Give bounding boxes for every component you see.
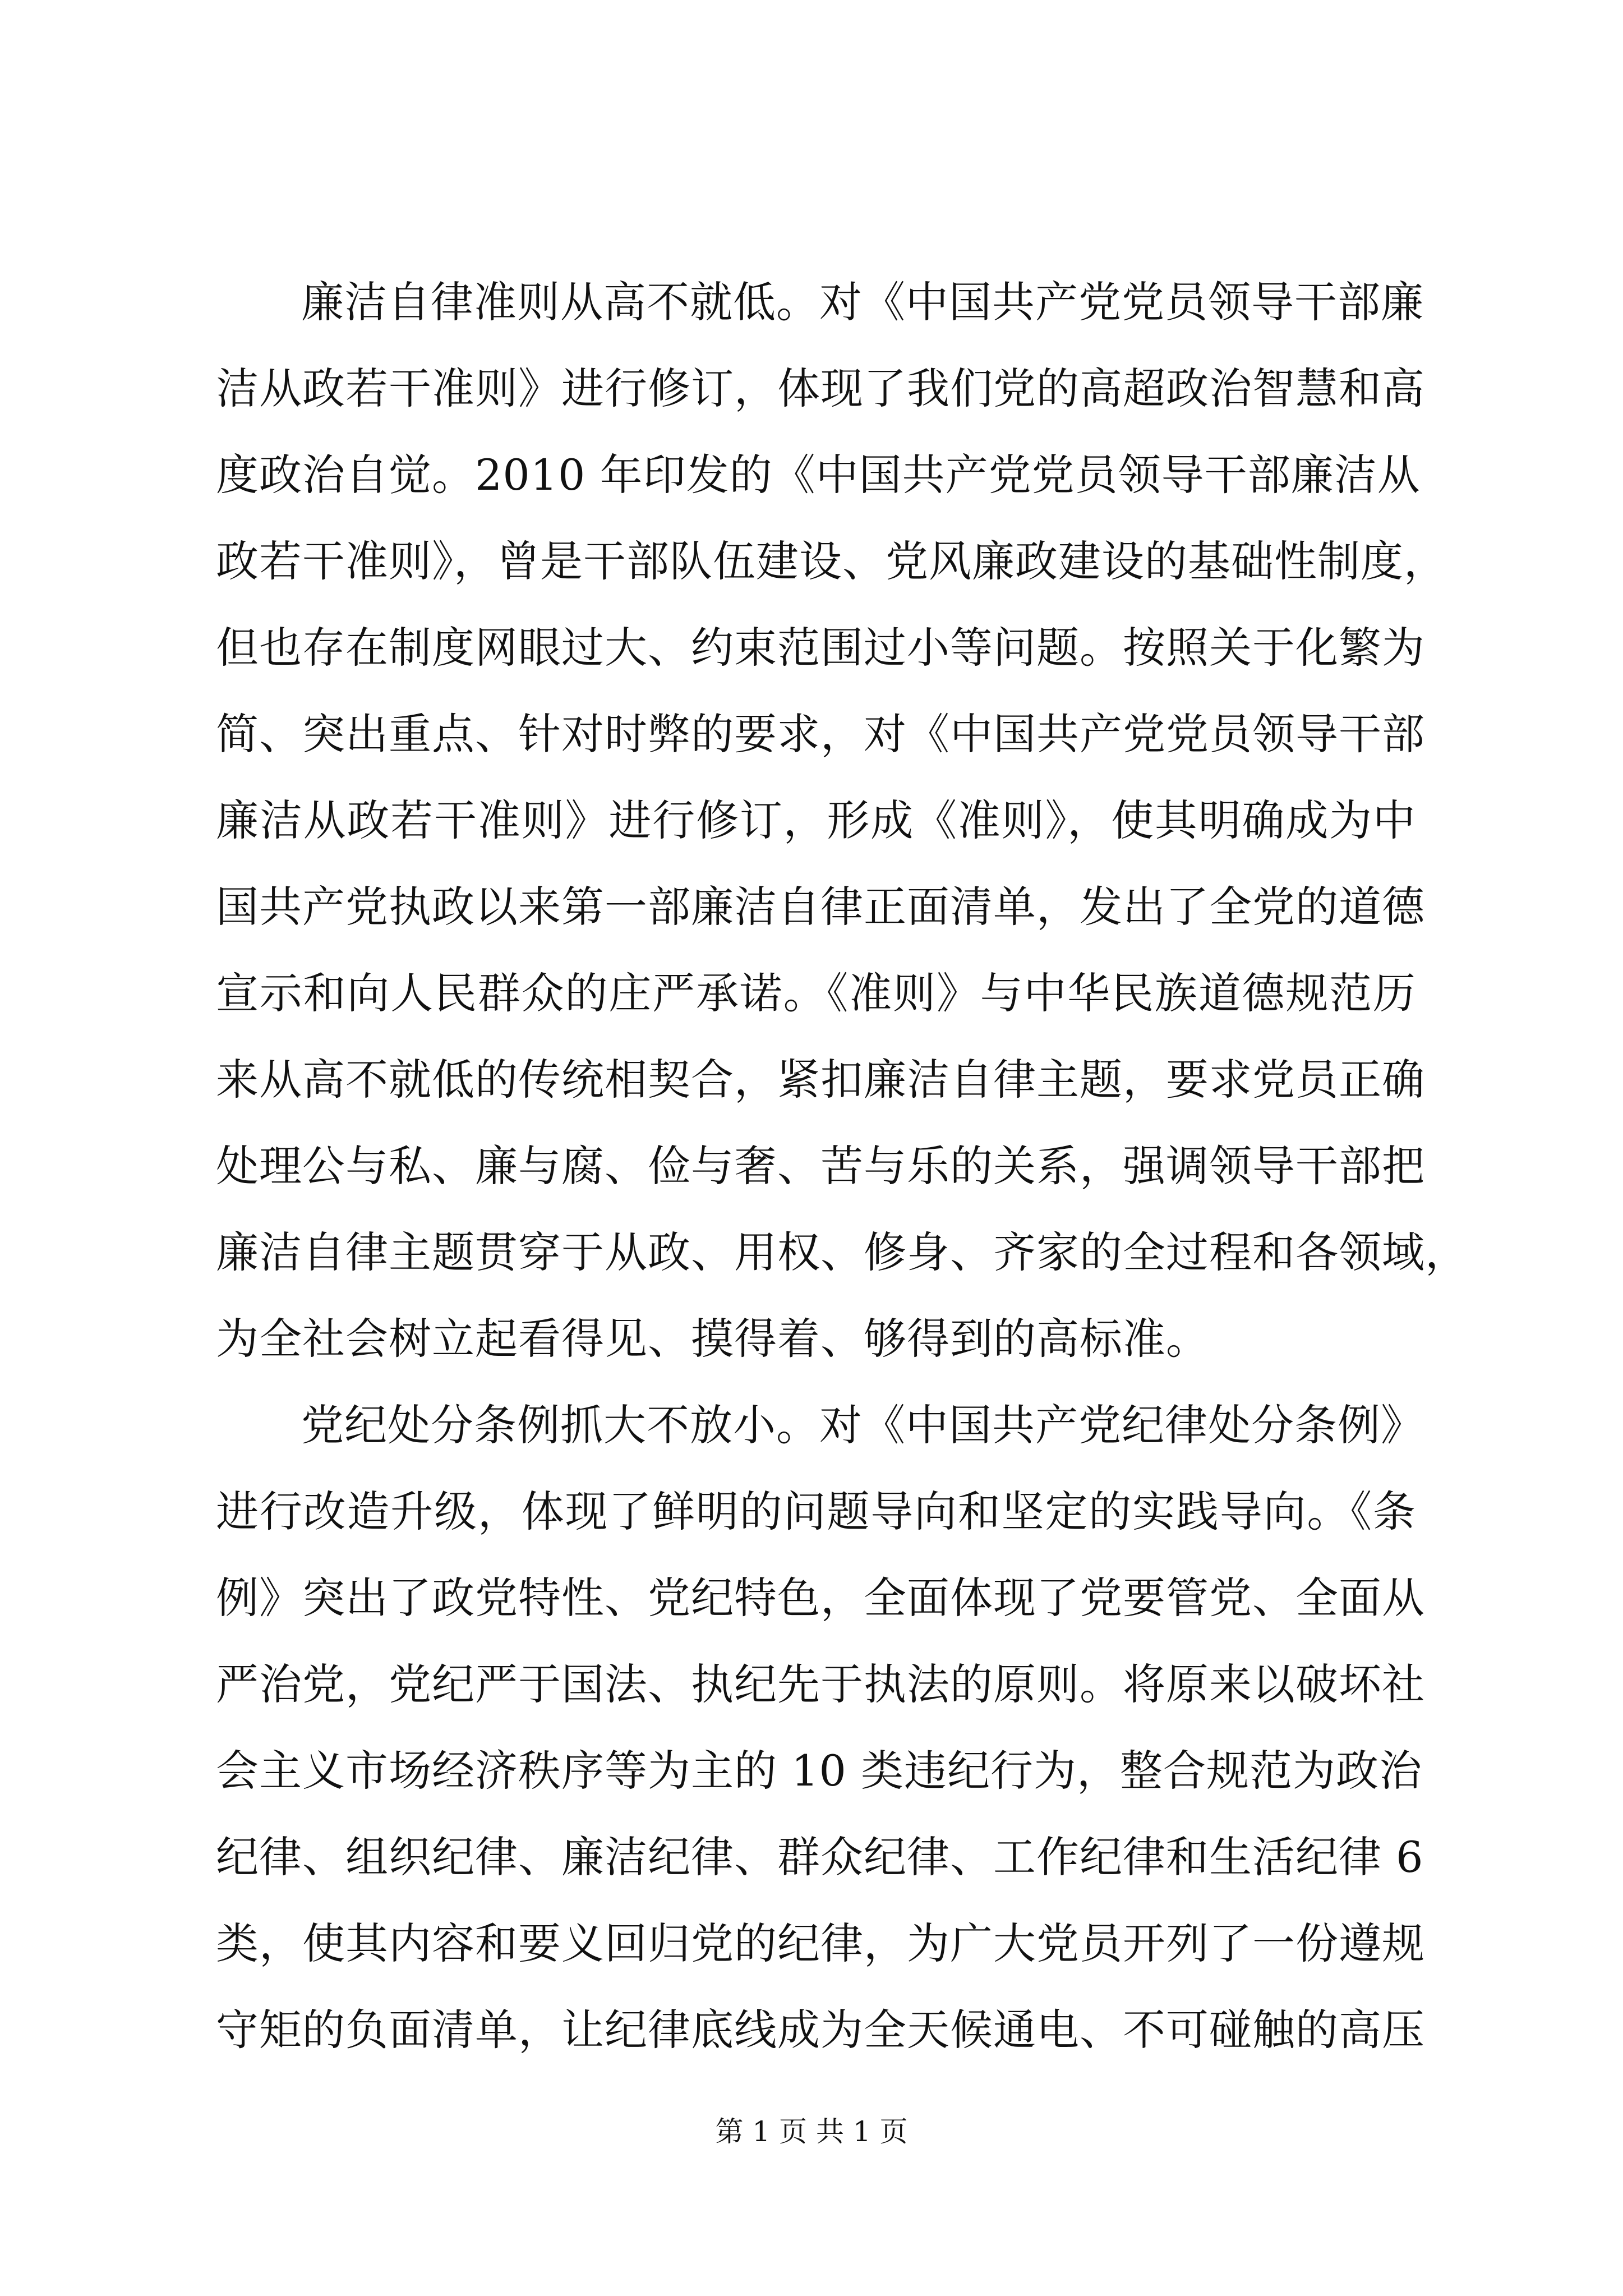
text-line: 守矩的负面清单，让纪律底线成为全天候通电、不可碰触的高压 — [216, 2005, 1425, 2055]
text-line: 进行改造升级，体现了鲜明的问题导向和坚定的实践导向。《条 — [216, 1487, 1416, 1536]
text-line: 处理公与私、廉与腐、俭与奢、苦与乐的关系，强调领导干部把 — [216, 1141, 1425, 1191]
text-line: 廉洁自律主题贯穿于从政、用权、修身、齐家的全过程和各领域， — [216, 1227, 1468, 1277]
paragraph-2 — [216, 1382, 1425, 2073]
text-line: 严治党，党纪严于国法、执纪先于执法的原则。将原来以破坏社 — [216, 1659, 1425, 1709]
text-line: 为全社会树立起看得见、摸得着、够得到的高标准。 — [216, 1314, 1209, 1364]
text-line: 党纪处分条例抓大不放小。对《中国共产党纪律处分条例》 — [301, 1400, 1424, 1450]
page-footer: 第 1 页 共 1 页 — [715, 2115, 908, 2148]
text-line: 宣示和向人民群众的庄严承诺。《准则》与中华民族道德规范历 — [216, 968, 1416, 1018]
text-line: 廉洁从政若干准则》进行修订，形成《准则》，使其明确成为中 — [216, 795, 1416, 845]
text-line: 但也存在制度网眼过大、约束范围过小等问题。按照关于化繁为 — [216, 623, 1425, 673]
text-line: 政若干准则》，曾是干部队伍建设、党风廉政建设的基础性制度， — [216, 536, 1447, 586]
text-line: 洁从政若干准则》进行修订，体现了我们党的高超政治智慧和高 — [216, 364, 1425, 413]
text-line: 会主义市场经济秩序等为主的 10 类违纪行为，整合规范为政治 — [216, 1746, 1423, 1796]
text-line: 简、突出重点、针对时弊的要求，对《中国共产党党员领导干部 — [216, 709, 1425, 759]
body-text — [216, 259, 1468, 2073]
paragraph-1 — [216, 259, 1468, 1382]
text-line: 国共产党执政以来第一部廉洁自律正面清单，发出了全党的道德 — [216, 882, 1425, 932]
text-line: 例》突出了政党特性、党纪特色，全面体现了党要管党、全面从 — [216, 1573, 1425, 1623]
text-line: 廉洁自律准则从高不就低。对《中国共产党党员领导干部廉 — [301, 277, 1424, 327]
text-line: 类，使其内容和要义回归党的纪律，为广大党员开列了一份遵规 — [216, 1918, 1425, 1968]
text-line: 纪律、组织纪律、廉洁纪律、群众纪律、工作纪律和生活纪律 6 — [216, 1832, 1424, 1882]
text-line: 来从高不就低的传统相契合，紧扣廉洁自律主题，要求党员正确 — [216, 1055, 1425, 1105]
text-line: 度政治自觉。2010 年印发的《中国共产党党员领导干部廉洁从 — [216, 450, 1421, 500]
